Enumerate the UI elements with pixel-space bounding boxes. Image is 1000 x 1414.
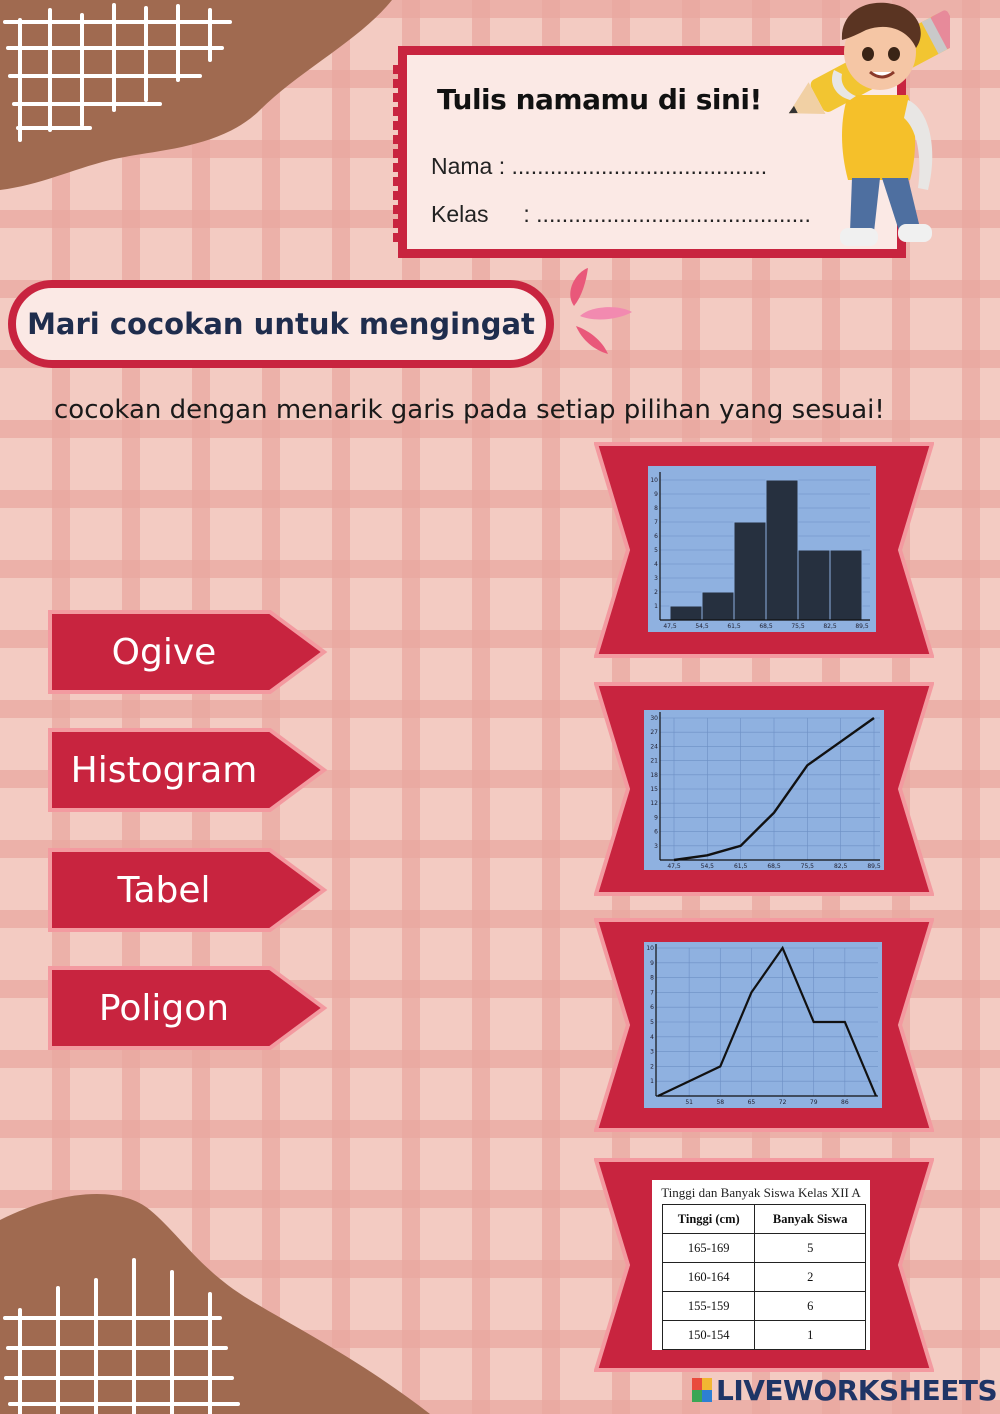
class-label: Kelas <box>431 201 489 227</box>
y-tick-label: 6 <box>650 1004 654 1012</box>
decorative-blob-bottom <box>0 1190 430 1414</box>
x-tick-label: 86 <box>841 1099 849 1106</box>
y-tick-label: 12 <box>650 800 658 808</box>
table-cell: 160-164 <box>663 1263 755 1292</box>
table-row <box>663 1321 866 1350</box>
y-tick-label: 24 <box>650 743 658 751</box>
x-tick-label: 89,5 <box>867 863 881 870</box>
y-tick-label: 18 <box>650 771 658 779</box>
y-tick-label: 5 <box>650 1019 654 1026</box>
option-label: Histogram <box>70 749 258 791</box>
name-dots: ........................................ <box>511 153 768 179</box>
x-tick-label: 89,5 <box>855 623 869 630</box>
y-tick-label: 2 <box>650 1063 654 1071</box>
x-tick-label: 79 <box>809 1099 818 1106</box>
y-tick-label: 10 <box>650 477 658 484</box>
x-tick-label: 54,5 <box>695 623 709 630</box>
polygon-chart <box>644 942 882 1108</box>
x-tick-label: 65 <box>747 1099 756 1106</box>
x-tick-label: 51 <box>685 1099 693 1106</box>
histogram-bar <box>798 550 830 620</box>
decorative-blob-top <box>0 0 400 190</box>
option-histogram[interactable] <box>48 728 328 812</box>
x-tick-label: 47,5 <box>667 863 681 870</box>
liveworksheets-logo[interactable] <box>692 1374 997 1406</box>
histogram-bar <box>734 522 766 620</box>
y-tick-label: 4 <box>654 561 658 568</box>
table-caption: Tinggi dan Banyak Siswa Kelas XII A <box>661 1185 861 1200</box>
ogive-chart <box>644 710 884 870</box>
y-tick-label: 1 <box>654 603 658 610</box>
y-tick-label: 9 <box>654 814 658 822</box>
histogram-bar <box>670 606 702 620</box>
y-tick-label: 2 <box>654 589 658 596</box>
section-title-pill <box>8 280 554 368</box>
table-cell: 165-169 <box>663 1234 755 1263</box>
y-tick-label: 6 <box>654 533 658 540</box>
option-ogive[interactable] <box>48 610 328 694</box>
y-tick-label: 4 <box>650 1033 654 1041</box>
y-tick-label: 3 <box>654 575 658 582</box>
name-label: Nama : <box>431 153 506 179</box>
x-tick-label: 54,5 <box>700 863 715 870</box>
histogram-bar <box>766 480 798 620</box>
option-label: Poligon <box>98 987 230 1029</box>
x-tick-label: 82,5 <box>823 623 837 630</box>
y-tick-label: 5 <box>654 547 658 554</box>
table-cell: 155-159 <box>663 1292 755 1321</box>
x-tick-label: 75,5 <box>791 623 805 630</box>
liveworksheets-logo-icon <box>692 1378 712 1402</box>
table-cell: 2 <box>755 1263 866 1292</box>
x-tick-label: 75,5 <box>800 863 815 870</box>
y-tick-label: 8 <box>654 505 658 512</box>
y-tick-label: 21 <box>650 757 658 765</box>
table-row <box>663 1263 866 1292</box>
x-tick-label: 68,5 <box>759 623 773 630</box>
logo-text: LIVEWORKSHEETS <box>716 1373 998 1407</box>
x-tick-label: 61,5 <box>733 863 748 870</box>
y-tick-label: 1 <box>650 1078 654 1086</box>
frequency-table <box>662 1204 866 1350</box>
y-tick-label: 7 <box>654 519 658 526</box>
table-header: Banyak Siswa <box>755 1205 866 1234</box>
y-tick-label: 9 <box>654 491 658 498</box>
x-tick-label: 72 <box>778 1099 787 1106</box>
option-label: Ogive <box>111 631 217 673</box>
table-cell: 6 <box>755 1292 866 1321</box>
y-tick-label: 3 <box>654 842 658 850</box>
y-tick-label: 9 <box>650 959 654 967</box>
histogram-chart <box>648 466 876 632</box>
y-tick-label: 10 <box>646 945 654 952</box>
name-field[interactable] <box>431 153 767 180</box>
class-dots: : ........................................... <box>523 201 811 227</box>
boy-with-pencil-illustration <box>770 0 950 262</box>
x-tick-label: 61,5 <box>727 623 741 630</box>
y-tick-label: 27 <box>650 729 658 737</box>
option-poligon[interactable] <box>48 966 328 1050</box>
y-tick-label: 30 <box>650 715 658 722</box>
y-tick-label: 8 <box>650 974 654 982</box>
y-tick-label: 6 <box>654 828 658 836</box>
table-row <box>663 1292 866 1321</box>
name-card-title: Tulis namamu di sini! <box>437 83 762 116</box>
section-title: Mari cocokan untuk mengingat <box>27 307 535 341</box>
y-tick-label: 15 <box>650 786 658 793</box>
x-tick-label: 47,5 <box>663 623 677 630</box>
class-field[interactable] <box>431 201 811 228</box>
x-tick-label: 58 <box>716 1099 725 1106</box>
table-cell: 5 <box>755 1234 866 1263</box>
table-cell: 150-154 <box>663 1321 755 1350</box>
instruction-text: cocokan dengan menarik garis pada setiap pilihan yang sesuai! <box>54 395 885 425</box>
table-row <box>663 1234 866 1263</box>
sparkle-accent-icon <box>560 268 640 358</box>
option-label: Tabel <box>117 869 211 911</box>
x-tick-label: 68,5 <box>767 863 781 870</box>
histogram-bar <box>702 592 734 620</box>
table-header: Tinggi (cm) <box>663 1205 755 1234</box>
frequency-table-panel <box>652 1180 870 1350</box>
table-cell: 1 <box>755 1321 866 1350</box>
y-tick-label: 7 <box>650 989 654 997</box>
y-tick-label: 3 <box>650 1048 654 1056</box>
histogram-bar <box>830 550 862 620</box>
x-tick-label: 82,5 <box>833 863 848 870</box>
option-tabel[interactable] <box>48 848 328 932</box>
